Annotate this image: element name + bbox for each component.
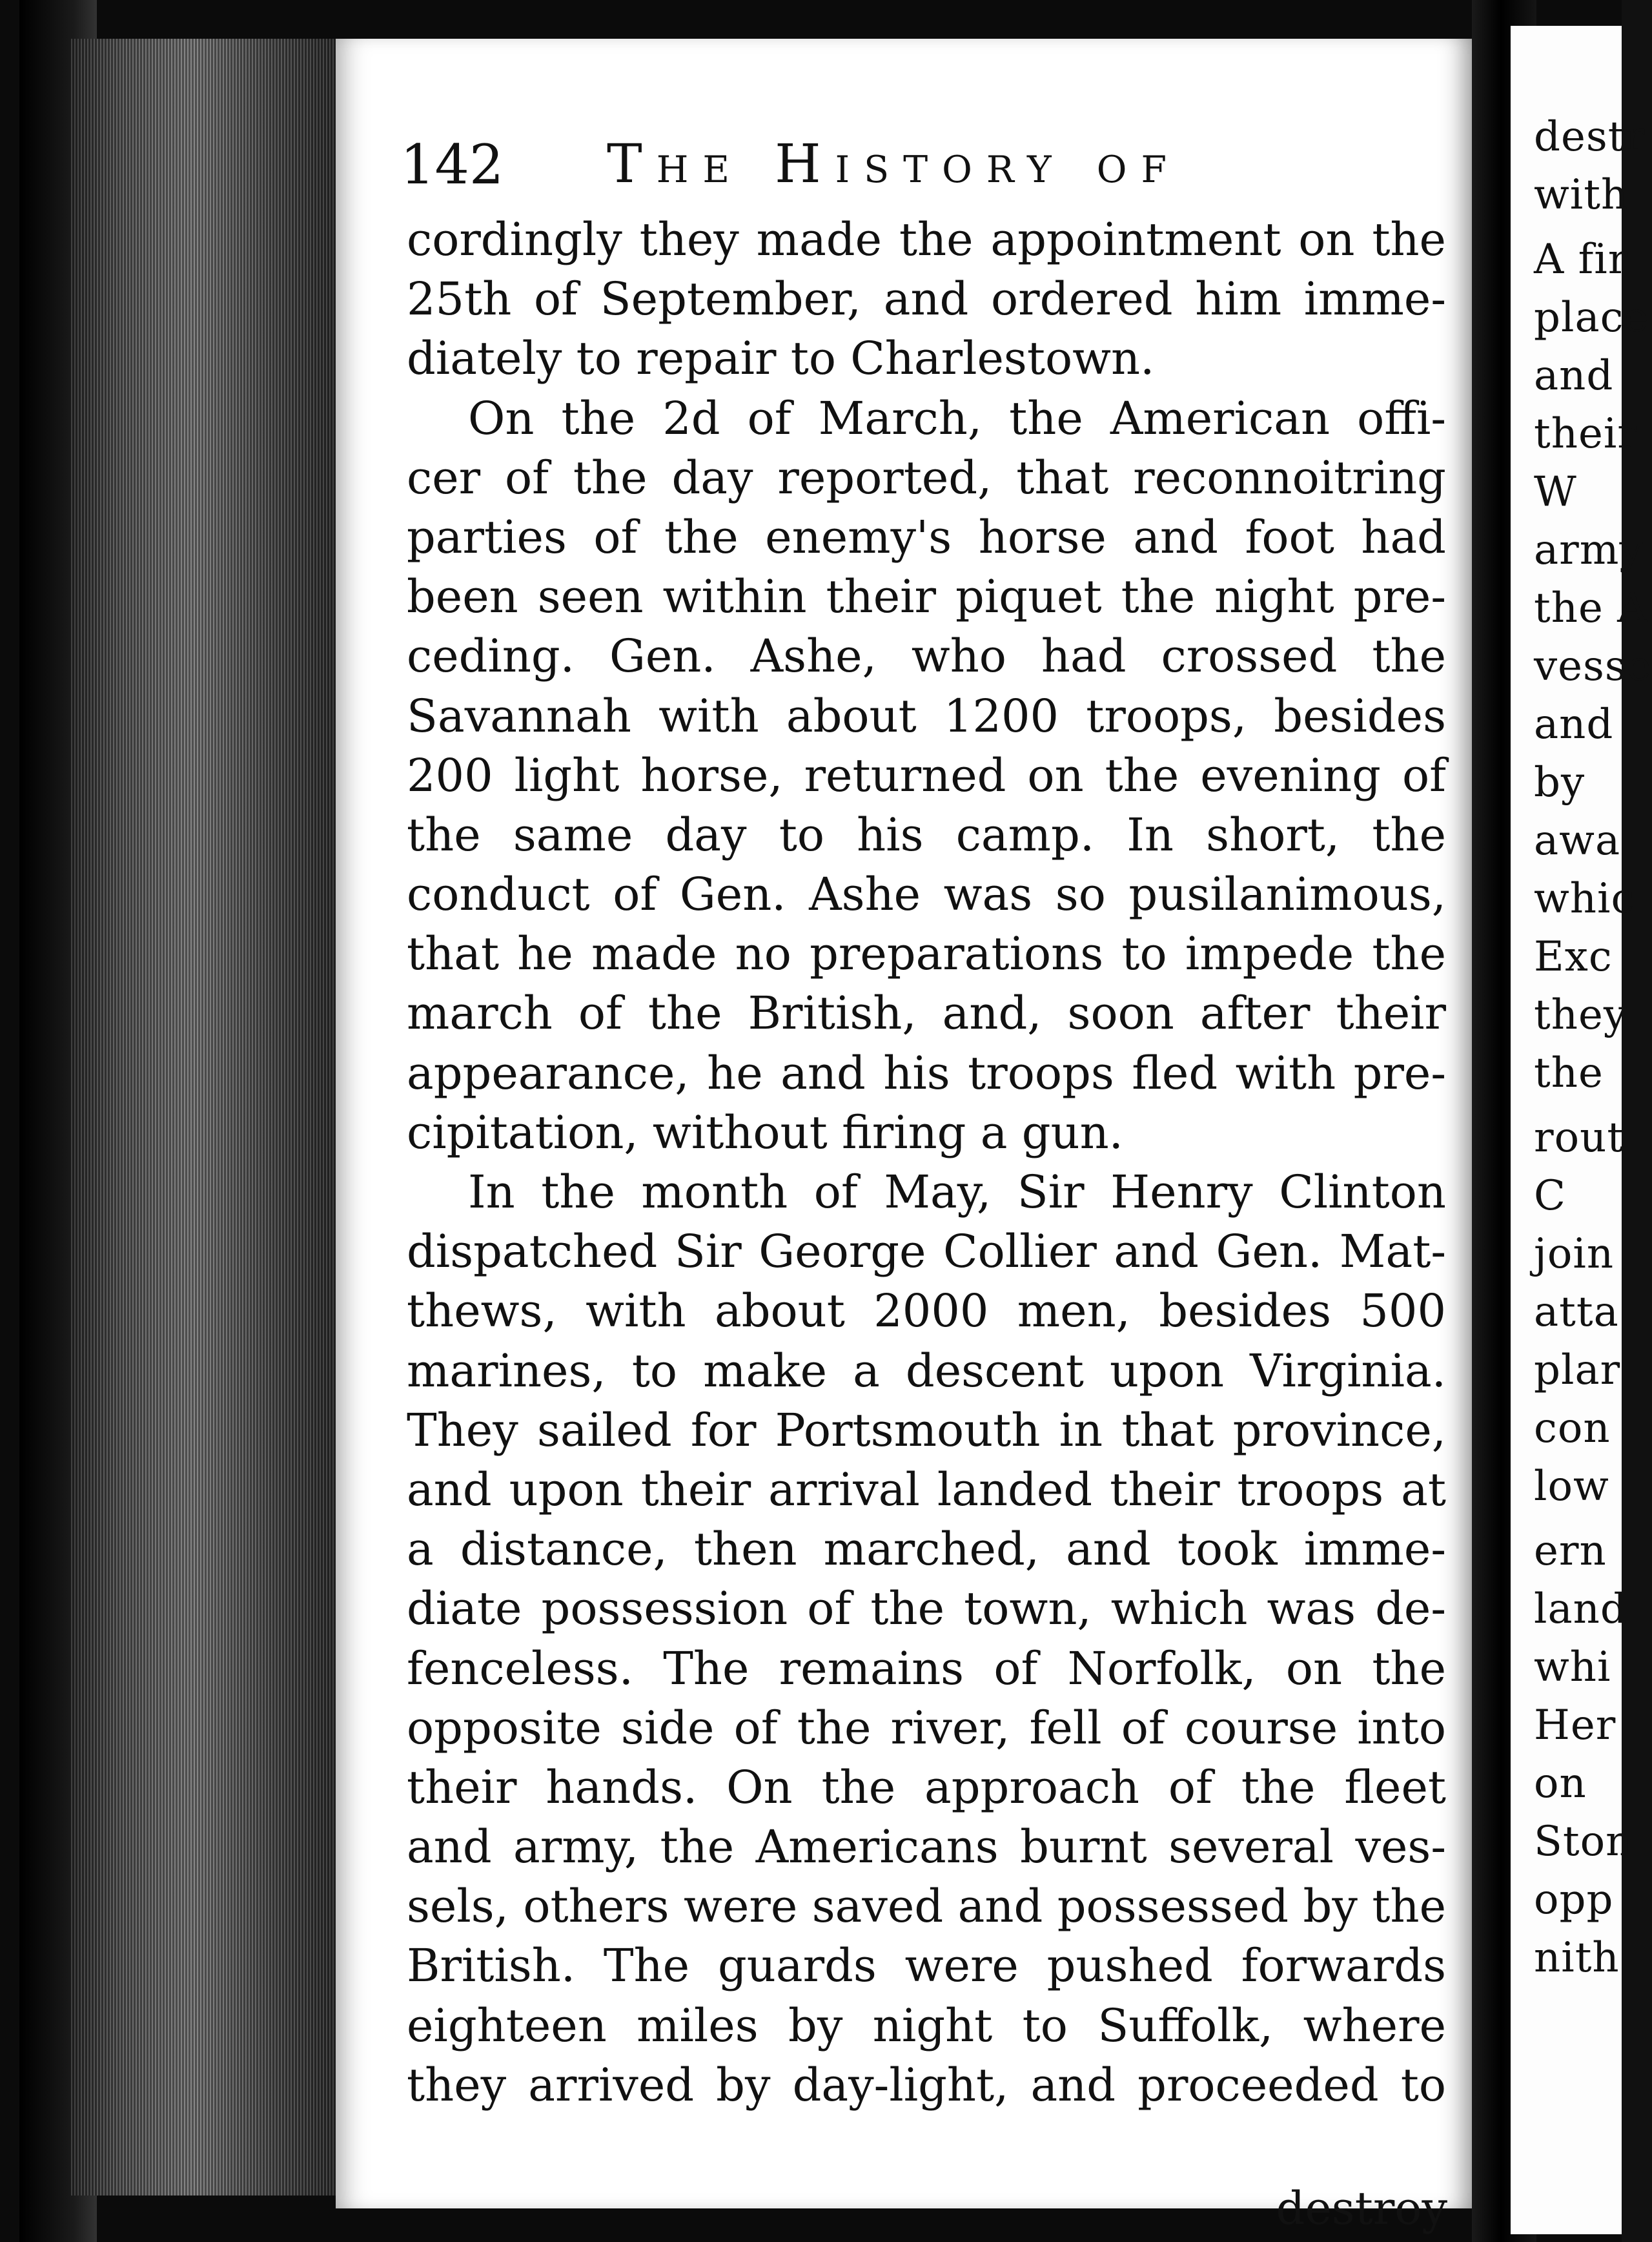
facing-page-line: vesse	[1534, 643, 1652, 690]
text-line: parties of the enemy's horse and foot had	[407, 510, 1446, 564]
facing-page-line: C	[1534, 1172, 1566, 1220]
text-line: In the month of May, Sir Henry Clinton	[468, 1166, 1446, 1219]
facing-page-line: nith	[1534, 1934, 1620, 1982]
facing-page-line: their	[1534, 410, 1638, 458]
text-line: ceding. Gen. Ashe, who had crossed the	[407, 630, 1446, 683]
facing-page-line: whi	[1534, 1643, 1611, 1691]
facing-page-line: rout	[1534, 1114, 1625, 1162]
text-line: fenceless. The remains of Norfolk, on the	[407, 1641, 1446, 1695]
facing-page-line: low	[1534, 1463, 1609, 1510]
facing-page-line: Exc	[1534, 933, 1613, 981]
facing-page-line: place	[1534, 294, 1649, 342]
body-text	[407, 210, 1446, 2115]
text-line: eighteen miles by night to Suffolk, where	[407, 1999, 1446, 2052]
facing-page-line: awa	[1534, 817, 1621, 865]
facing-page-line: destr	[1534, 113, 1646, 161]
text-line: diate possession of the town, which was de-	[407, 1582, 1446, 1636]
facing-page-line: A fir	[1534, 236, 1629, 283]
running-head	[400, 132, 1453, 203]
facing-page-line: join	[1534, 1230, 1615, 1278]
facing-page-line: W	[1534, 468, 1577, 516]
facing-page-line: by	[1534, 759, 1586, 807]
facing-page-line: with	[1534, 171, 1629, 219]
text-line: and army, the Americans burnt several ves-	[407, 1820, 1446, 1874]
text-line: a distance, then marched, and took imme-	[407, 1523, 1446, 1576]
text-line: diately to repair to Charlestown.	[407, 332, 1155, 386]
text-line: been seen within their piquet the night pre-	[407, 570, 1446, 624]
facing-page-line: whic	[1534, 875, 1635, 923]
text-line: the same day to his camp. In short, the	[407, 808, 1446, 861]
running-head-title: The History of	[607, 134, 1181, 195]
text-line: sels, others were saved and possessed by the	[407, 1880, 1446, 1933]
text-line: march of the British, and, soon after their	[407, 987, 1446, 1040]
facing-page-line: they	[1534, 991, 1627, 1039]
page-number: 142	[400, 133, 504, 196]
facing-page-line: on	[1534, 1760, 1587, 1807]
text-line: British. The guards were pushed forwards	[407, 1939, 1446, 1993]
text-line: conduct of Gen. Ashe was so pusilanimous,	[407, 868, 1446, 921]
facing-page-fragment	[1511, 26, 1652, 2234]
facing-page-line: land	[1534, 1585, 1627, 1633]
text-line: cipitation, without firing a gun.	[407, 1106, 1123, 1159]
text-line: 200 light horse, returned on the evening of	[407, 748, 1446, 802]
facing-page-line: and	[1534, 352, 1614, 400]
text-line: On the 2d of March, the American offi-	[468, 391, 1446, 445]
text-line: marines, to make a descent upon Virginia.	[407, 1344, 1446, 1397]
text-line: 25th of September, and ordered him imme-	[407, 273, 1446, 326]
text-line: Savannah with about 1200 troops, besides	[407, 689, 1446, 743]
text-line: their hands. On the approach of the fleet	[407, 1760, 1446, 1814]
text-line: and upon their arrival landed their troops at	[407, 1463, 1446, 1516]
facing-page-line: the A	[1534, 584, 1648, 632]
facing-page-line: army	[1534, 526, 1644, 574]
text-line: appearance, he and his troops fled with pre-	[407, 1046, 1446, 1100]
text-line: that he made no preparations to impede the	[407, 927, 1446, 981]
facing-page-line: the	[1534, 1049, 1604, 1097]
text-line: They sailed for Portsmouth in that province,	[407, 1403, 1446, 1457]
facing-page-line: opp	[1534, 1876, 1614, 1924]
facing-page-line: Ston	[1534, 1818, 1633, 1866]
facing-page-line: and	[1534, 701, 1614, 748]
text-line: cordingly they made the appointment on the	[407, 213, 1446, 266]
facing-page-line: plar	[1534, 1346, 1621, 1394]
text-line: thews, with about 2000 men, besides 500	[407, 1284, 1446, 1338]
text-line: they arrived by day-light, and proceeded to	[407, 2058, 1446, 2112]
facing-page-line: con	[1534, 1404, 1611, 1452]
text-line: opposite side of the river, fell of course into	[407, 1701, 1446, 1754]
text-line: cer of the day reported, that reconnoitring	[407, 451, 1446, 504]
page-fore-edge	[71, 39, 342, 2196]
text-line: dispatched Sir George Collier and Gen. Mat-	[407, 1225, 1446, 1279]
facing-page-line: atta	[1534, 1288, 1619, 1336]
facing-page-line: ern	[1534, 1527, 1607, 1575]
catchword: destroy	[1276, 2182, 1447, 2235]
facing-page-line: Her	[1534, 1702, 1616, 1749]
